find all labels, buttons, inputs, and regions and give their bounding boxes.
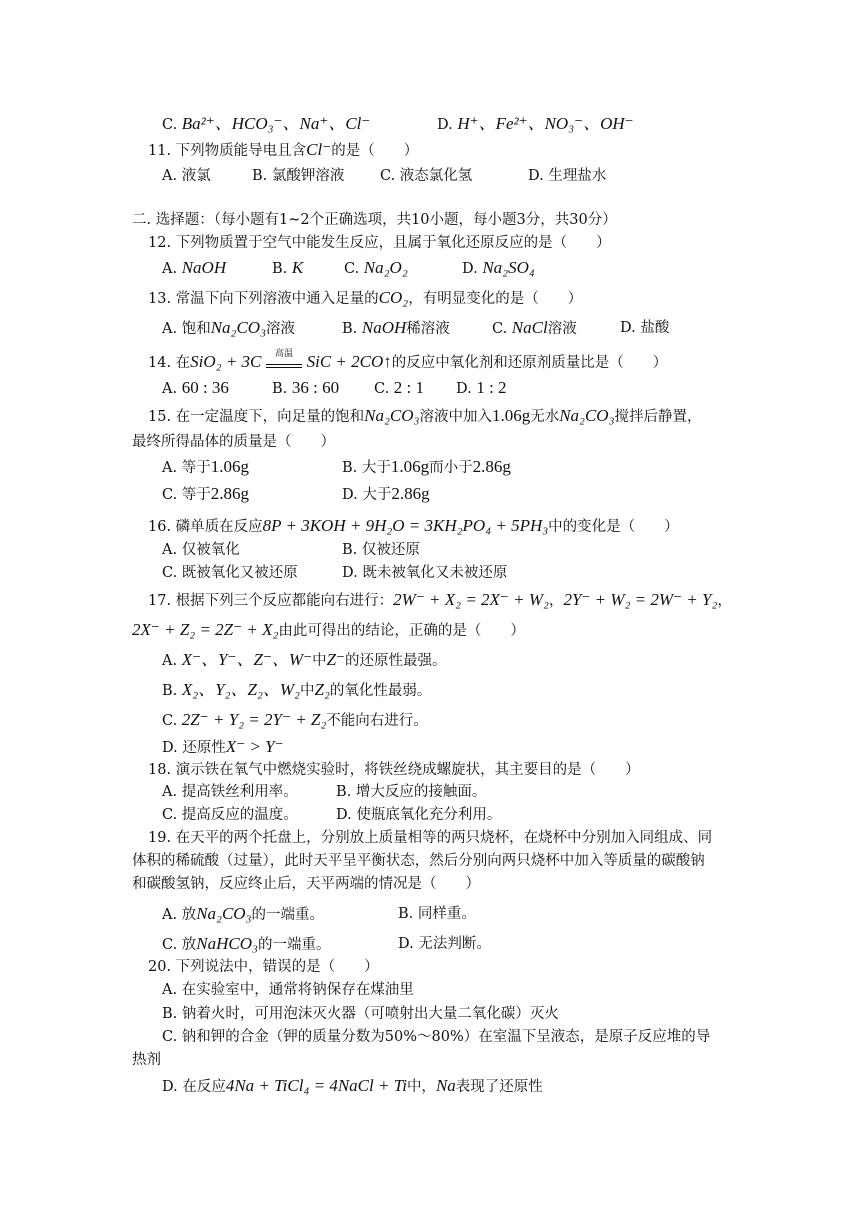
q17-eq3: 2X⁻ + Z₂ = 2Z⁻ + X₂ <box>132 620 279 639</box>
q12-option-d: D. Na₂SO₄ <box>462 258 535 277</box>
q10-option-d <box>437 114 634 135</box>
q19-line2: 体积的稀硫酸（过量），此时天平呈平衡状态，然后分别向两只烧杯中加入等质量的碳酸钠 <box>132 853 705 869</box>
q16-option-a: A. 仅被氧化 <box>162 542 240 558</box>
q15-option-b: B. 大于1.06g而小于2.86g <box>342 457 511 476</box>
q18-stem: 18. 演示铁在氧气中燃烧实验时，将铁丝绕成螺旋状，其主要目的是（ ） <box>148 762 640 778</box>
q19-line1: 19. 在天平的两个托盘上，分别放上质量相等的两只烧杯，在烧杯中分别加入同组成、同 <box>148 830 713 846</box>
q13-option-b: B. NaOH稀溶液 <box>342 318 450 337</box>
q20-stem: 20. 下列说法中，错误的是（ ） <box>148 959 379 975</box>
q19-option-a: A. 放Na₂CO₃的一端重。 <box>162 904 324 923</box>
q11-stem <box>148 140 418 161</box>
q20-equation: 4Na + TiCl₄ = 4NaCl + Ti <box>225 1076 407 1095</box>
q17-option-d: D. 还原性X⁻ > Y⁻ <box>162 737 284 756</box>
q19-option-c: C. 放NaHCO₃的一端重。 <box>162 934 331 953</box>
q20-option-c-line1: C. 钠和钾的合金（钾的质量分数为50%～80%）在室温下呈液态，是原子反应堆的导 <box>162 1029 711 1045</box>
q14-option-d: D. 1 : 2 <box>456 378 507 397</box>
q17-option-a: A. X⁻、Y⁻、Z⁻、W⁻中Z⁻的还原性最强。 <box>162 650 447 669</box>
q19-line3: 和碳酸氢钠，反应终止后，天平两端的情况是（ ） <box>132 876 480 892</box>
q13-stem: 13. 常温下向下列溶液中通入足量的CO₂，有明显变化的是（ ） <box>148 288 583 307</box>
q16-stem: 16. 磷单质在反应8P + 3KOH + 9H₂O = 3KH₂PO₄ + 5PH₃中的变化是（ ） <box>148 516 679 535</box>
q13-option-c: C. NaCl溶液 <box>492 318 577 337</box>
q14-condition: 高温 <box>275 349 294 359</box>
q18-option-a: A. 提高铁丝利用率。 <box>162 784 298 800</box>
q10-d-formula: H⁺、Fe²⁺、NO₃⁻、OH⁻ <box>457 114 634 133</box>
q11-stem-pre: 11. 下列物质能导电且含 <box>148 143 307 159</box>
q20-option-d: D. 在反应4Na + TiCl₄ = 4NaCl + Ti中，Na表现了还原性 <box>162 1076 543 1095</box>
q11-option-a: A. 液氯 <box>162 168 211 184</box>
q15-option-a: A. 等于1.06g <box>162 457 249 476</box>
q13-option-d: D. 盐酸 <box>620 320 670 336</box>
q13-option-a: A. 饱和Na₂CO₃溶液 <box>162 318 295 337</box>
q11-formula: Cl⁻ <box>306 140 332 159</box>
q15-stem-line2: 最终所得晶体的质量是（ ） <box>132 434 335 450</box>
q18-option-d: D. 使瓶底氧化充分利用。 <box>336 807 502 823</box>
q17-eq2: 2Y⁻ + W₂ = 2W⁻ + Y₂ <box>563 590 718 609</box>
q14-option-c: C. 2 : 1 <box>374 378 425 397</box>
q14-stem: 14. 在SiO₂ + 3C 高温 SiC + 2CO↑的反应中氧化剂和还原剂质量比是（ ） <box>148 352 667 373</box>
q19-option-d: D. 无法判断。 <box>398 936 491 952</box>
q10-c-label: C. <box>162 117 178 133</box>
q10-c-formula: Ba²⁺、HCO₃⁻、Na⁺、Cl⁻ <box>181 114 371 133</box>
q16-option-c: C. 既被氧化又被还原 <box>162 565 298 581</box>
q20-option-c-line2: 热剂 <box>132 1052 161 1068</box>
q17-option-b: B. X₂、Y₂、Z₂、W₂中Z₂的氧化性最弱。 <box>162 680 432 699</box>
section-heading: 二. 选择题：（每小题有1~2个正确选项，共10小题，每小题3分，共30分） <box>132 212 617 228</box>
q13-formula: CO₂ <box>378 288 409 307</box>
q11-option-b: B. 氯酸钾溶液 <box>252 168 345 184</box>
q17-stem: 17. 根据下列三个反应都能向右进行：2W⁻ + X₂ = 2X⁻ + W₂，2Y⁻ + W₂ = 2W⁻ + Y₂， <box>148 590 732 609</box>
q11-stem-post: 的是（ ） <box>331 143 419 159</box>
q10-option-c <box>162 114 370 135</box>
q12-option-b: B. K <box>272 258 304 277</box>
q15-stem: 15. 在一定温度下，向足量的饱和Na₂CO₃溶液中加入1.06g无水Na₂CO₃搅拌后静置， <box>148 406 702 425</box>
q18-option-c: C. 提高反应的温度。 <box>162 807 298 823</box>
q14-option-a: A. 60 : 36 <box>162 378 229 397</box>
q11-option-c: C. 液态氯化氢 <box>380 168 473 184</box>
q19-option-b: B. 同样重。 <box>398 906 476 922</box>
q17-stem-line2: 2X⁻ + Z₂ = 2Z⁻ + X₂由此可得出的结论，正确的是（ ） <box>132 620 525 639</box>
q10-d-label: D. <box>437 117 453 133</box>
q15-option-d: D. 大于2.86g <box>342 484 430 503</box>
q16-option-d: D. 既未被氧化又未被还原 <box>342 565 508 581</box>
q16-equation: 8P + 3KOH + 9H₂O = 3KH₂PO₄ + 5PH₃ <box>262 516 549 535</box>
q17-option-c: C. 2Z⁻ + Y₂ = 2Y⁻ + Z₂不能向右进行。 <box>162 710 428 729</box>
q12-option-a: A. NaOH <box>162 258 227 277</box>
q15-option-c: C. 等于2.86g <box>162 484 250 503</box>
q17-eq1: 2W⁻ + X₂ = 2X⁻ + W₂ <box>393 590 549 609</box>
q14-eq-right: SiC + 2CO↑ <box>306 352 392 371</box>
q20-option-b: B. 钠着火时，可用泡沫灭火器（可喷射出大量二氧化碳）灭火 <box>162 1006 559 1022</box>
q14-option-b: B. 36 : 60 <box>272 378 340 397</box>
q12-stem: 12. 下列物质置于空气中能发生反应，且属于氧化还原反应的是（ ） <box>148 235 611 251</box>
q14-arrow <box>266 349 302 368</box>
q18-option-b: B. 增大反应的接触面。 <box>336 784 487 800</box>
q16-option-b: B. 仅被还原 <box>342 542 420 558</box>
q20-option-a: A. 在实验室中，通常将钠保存在煤油里 <box>162 982 414 998</box>
q14-eq-left: SiO₂ + 3C <box>190 352 262 371</box>
q12-option-c: C. Na₂O₂ <box>344 258 408 277</box>
q11-option-d: D. 生理盐水 <box>528 168 607 184</box>
